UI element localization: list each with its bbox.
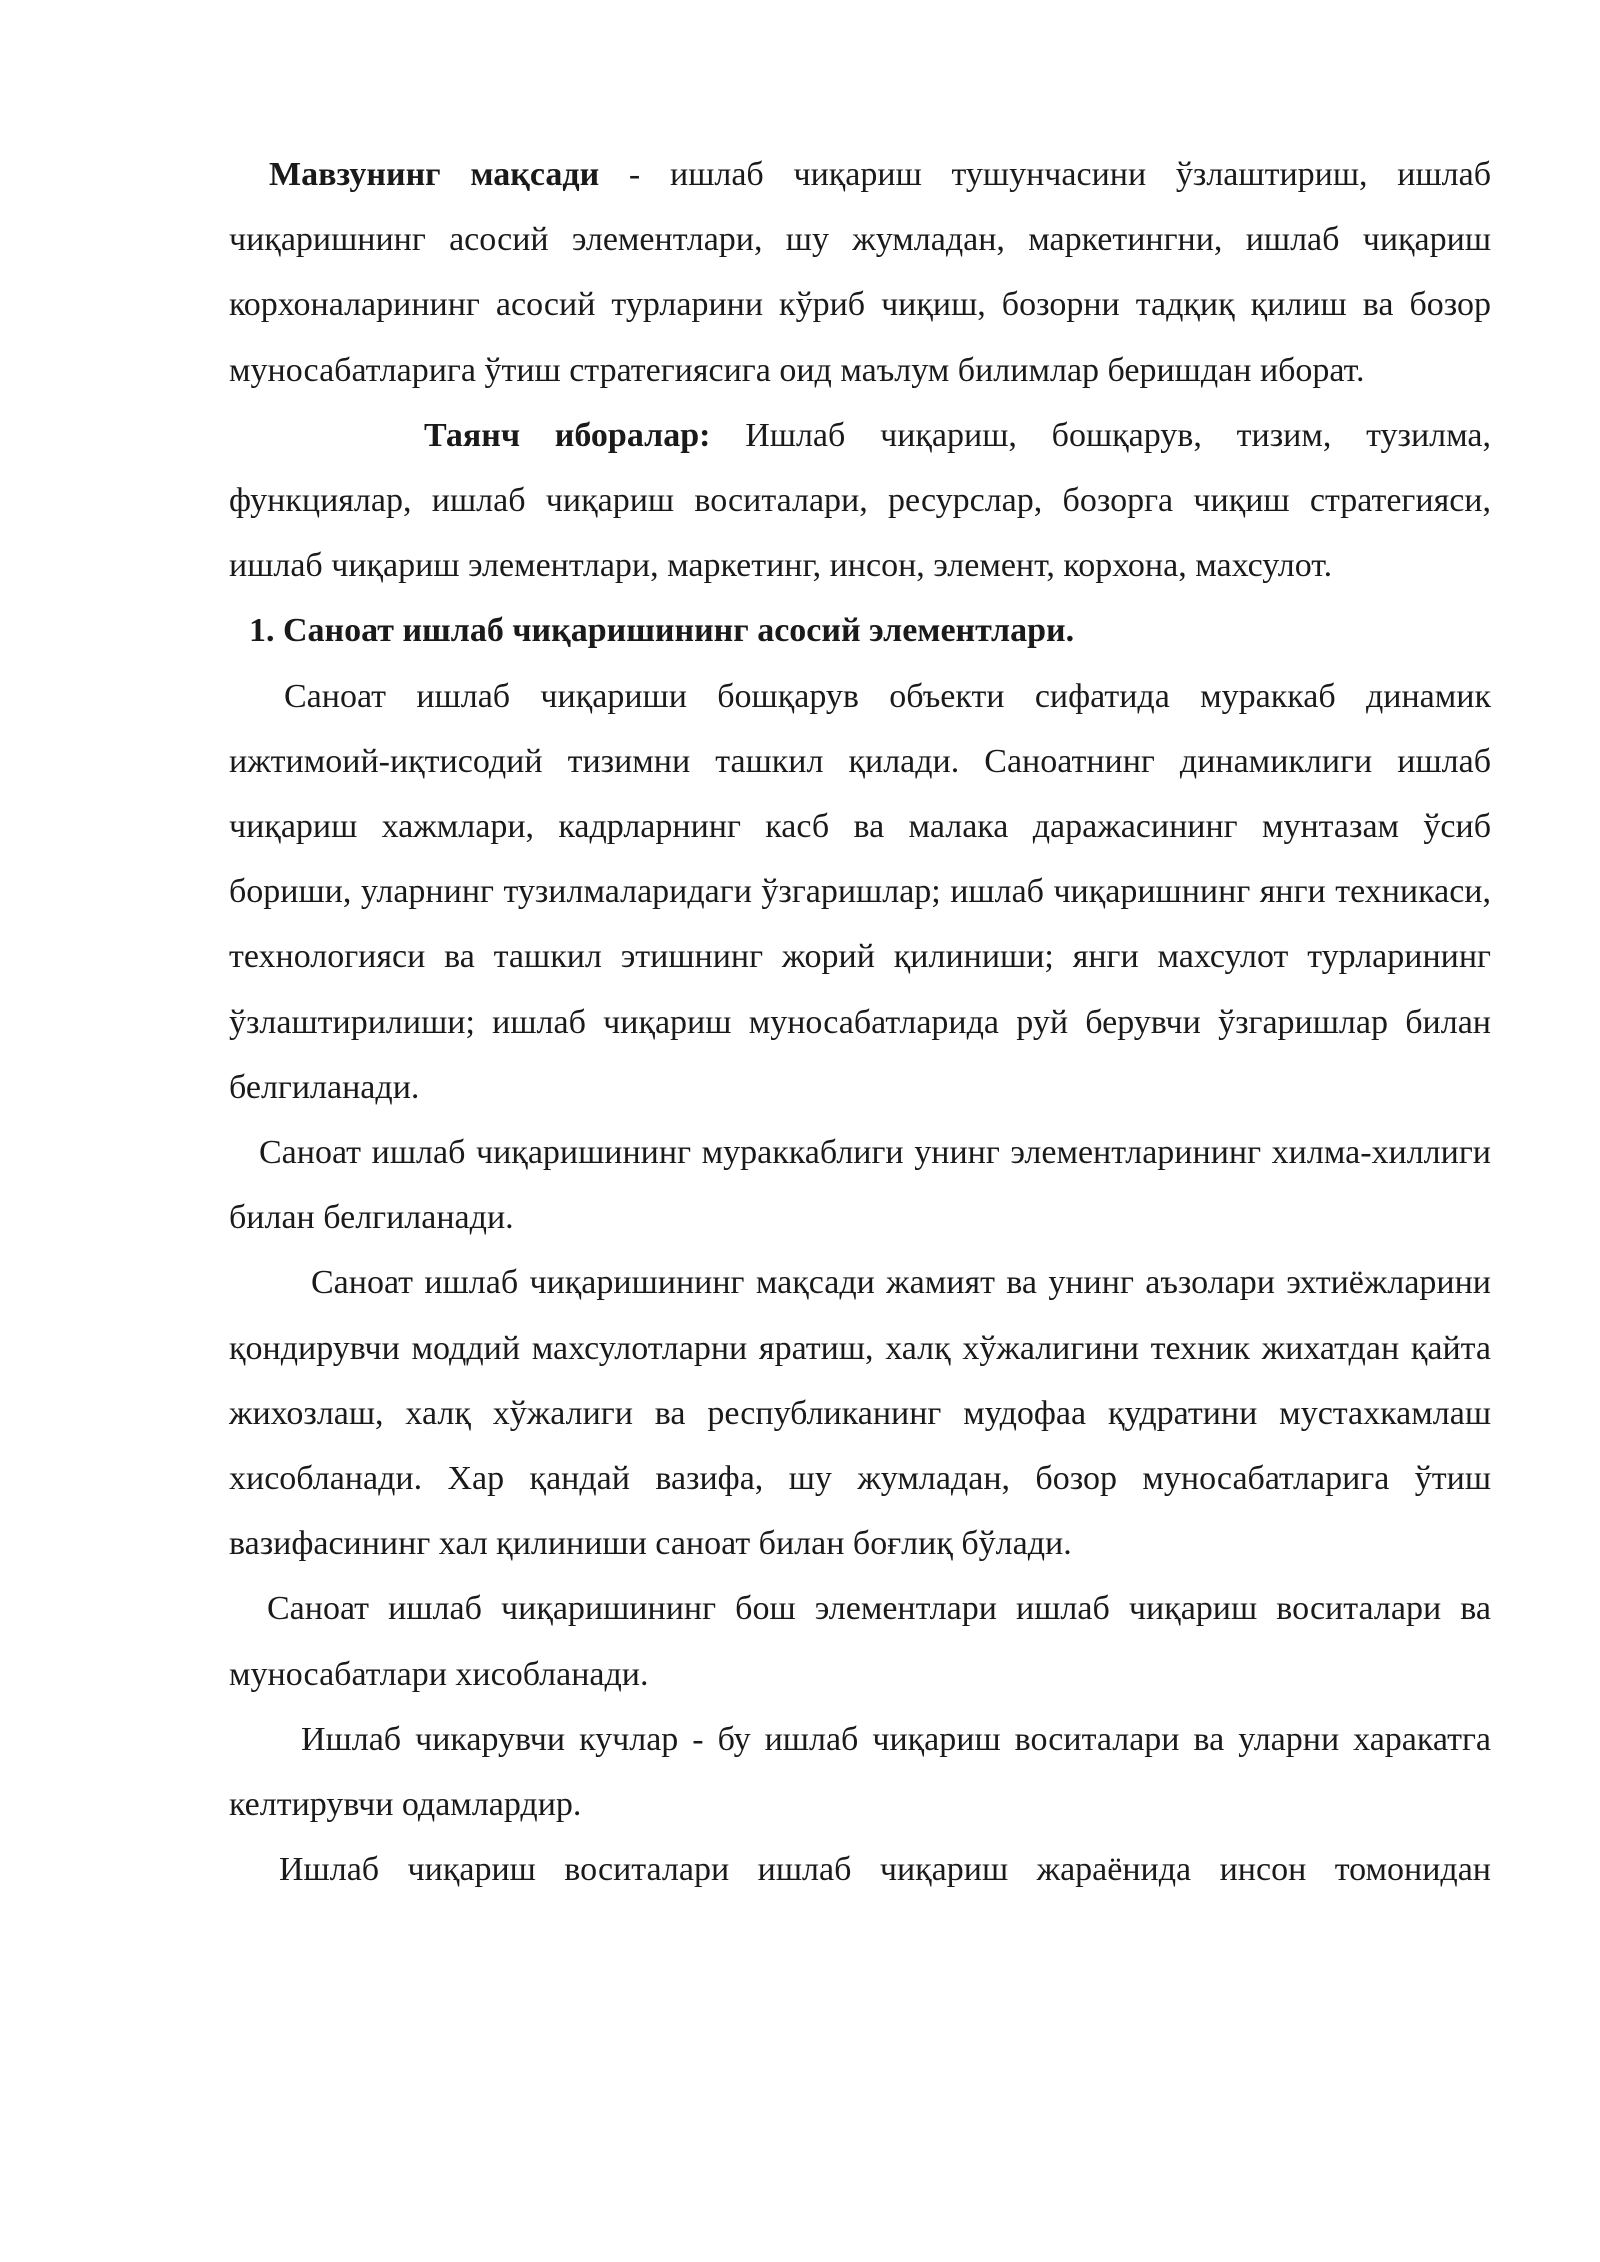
keywords-paragraph: [229, 403, 1491, 599]
document-page: [229, 142, 1491, 1902]
body-paragraph: Ишлаб чикарувчи кучлар - бу ишлаб чиқариш воситалари ва уларни харакатга келтирувчи одамлардир.: [229, 1720, 1491, 1824]
section-heading: 1. Саноат ишлаб чиқаришининг асосий элементлари.: [249, 612, 1075, 650]
topic-goal-paragraph: [229, 142, 1491, 403]
body-paragraph: Ишлаб чиқариш воситалари ишлаб чиқариш жараёнида инсон томонидан: [279, 1851, 1491, 1889]
body-paragraph: Саноат ишлаб чиқариши бошқарув объекти сифатида мураккаб динамик ижтимоий-иқтисодий тизимни ташкил қилади. Саноатнинг динамиклиги ишлаб чиқариш хажмлари, кадрларнинг касб ва малака даражасининг мунтазам ўсиб бориши, уларнинг тузилмаларидаги ўзгаришлар; ишлаб чиқаришнинг янги техникаси, технологияси ва ташкил этишнинг жорий қилиниши; янги махсулот турларининг ўзлаштирилиши; ишлаб чиқариш муносабатларида руй берувчи ўзгаришлар билан белгиланади.: [229, 677, 1491, 1106]
topic-goal-text: - ишлаб чиқариш тушунчасини ўзлаштириш, ишлаб чиқаришнинг асосий элементлари, шу жумладан, маркетингни, ишлаб чиқариш корхоналарининг асосий турларини кўриб чиқиш, бозорни тадқиқ қилиш ва бозор муносабатларига ўтиш стратегиясига оид маълум билимлар беришдан иборат.: [229, 156, 1491, 389]
body-paragraph: Саноат ишлаб чиқаришининг бош элементлари ишлаб чиқариш воситалари ва муносабатлари хисобланади.: [229, 1590, 1491, 1693]
topic-goal-label: Мавзунинг мақсади: [269, 156, 600, 193]
body-paragraph: Саноат ишлаб чиқаришининг мураккаблиги унинг элементларининг хилма-хиллиги билан белгиланади.: [229, 1134, 1491, 1237]
body-paragraph: Саноат ишлаб чиқаришининг мақсади жамият ва унинг аъзолари эхтиёжларини қондирувчи моддий махсулотларни яратиш, халқ хўжалигини техник жихатдан қайта жихозлаш, халқ хўжалиги ва республиканинг мудофаа қудратини мустахкамлаш хисобланади. Хар қандай вазифа, шу жумладан, бозор муносабатларига ўтиш вазифасининг хал қилиниши саноат билан боғлиқ бўлади.: [229, 1264, 1491, 1563]
keywords-label: Таянч иборалар:: [424, 416, 711, 454]
keywords-text: Ишлаб чиқариш, бошқарув, тизим, тузилма, функциялар, ишлаб чиқариш воситалари, ресурслар, бозорга чиқиш стратегияси, ишлаб чиқариш элементлари, маркетинг, инсон, элемент, корхона, махсулот.: [229, 416, 1491, 585]
